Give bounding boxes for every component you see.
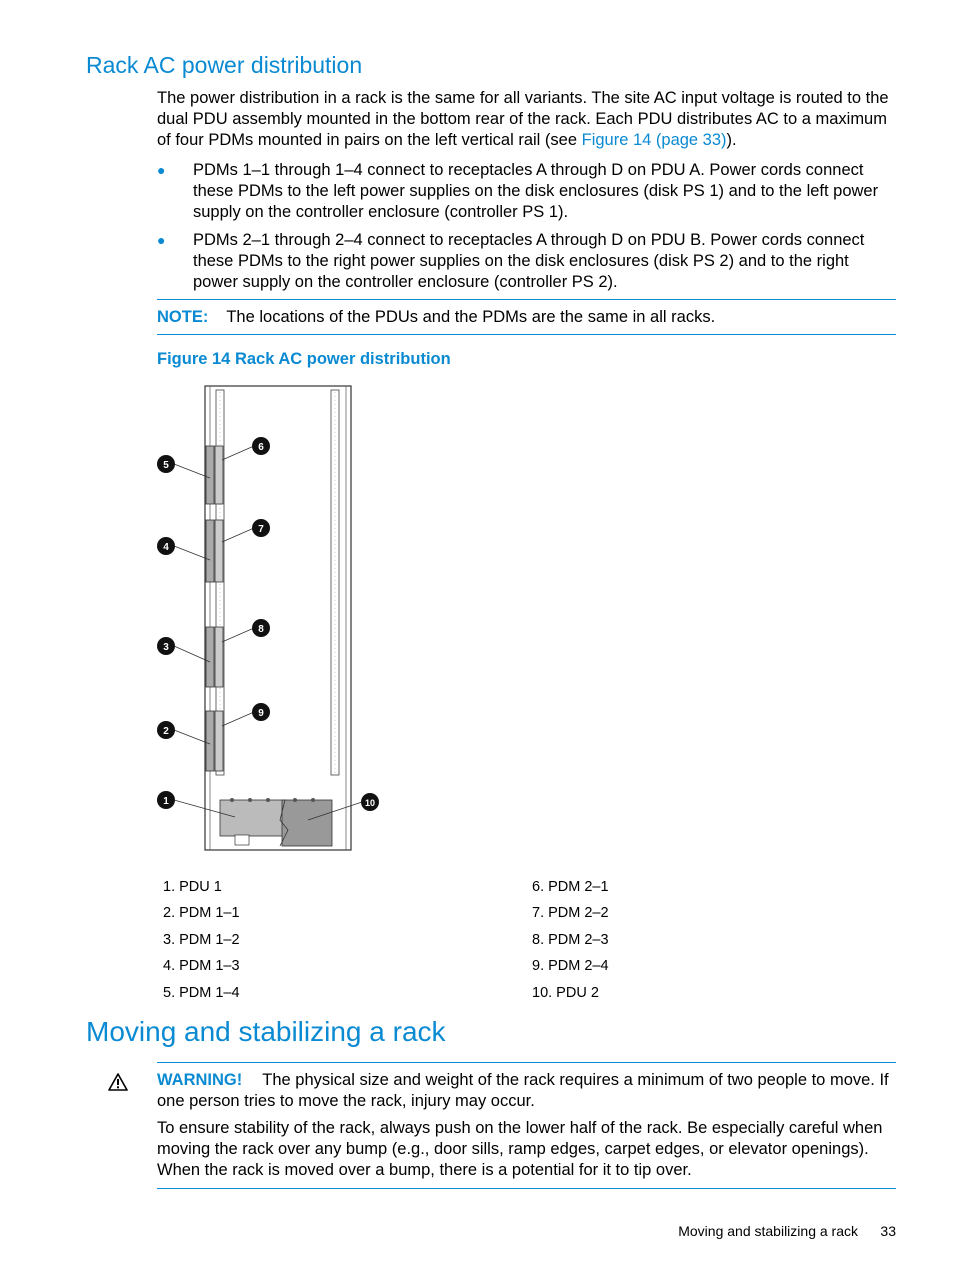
- warning-top-rule: [157, 1062, 896, 1063]
- note-label: NOTE:: [157, 308, 209, 326]
- callout-label-5: 5: [163, 460, 169, 471]
- list-item: [157, 230, 897, 293]
- page-number: 33: [880, 1223, 896, 1239]
- legend-item: 7. PDM 2–2: [532, 905, 609, 921]
- warning-label: WARNING!: [157, 1071, 243, 1089]
- section-title: Rack AC power distribution: [86, 52, 363, 78]
- note-top-rule: [157, 299, 896, 300]
- rack-frame: [205, 386, 351, 850]
- legend-item: 6. PDM 2–1: [532, 879, 609, 895]
- legend-item: 3. PDM 1–2: [163, 932, 240, 948]
- bullet-text: PDMs 2–1 through 2–4 connect to receptacles A through D on PDU B. Power cords connect these PDMs to the right power supplies on the disk enclosures (disk PS 2) and to the right power supply on the controller enclosure (controller PS 2).: [193, 231, 865, 291]
- legend-item: 10. PDU 2: [532, 985, 599, 1001]
- legend-item: 2. PDM 1–1: [163, 905, 240, 921]
- intro-text: The power distribution in a rack is the same for all variants. The site AC input voltage is routed to the dual PDU assembly mounted in the bottom rear of the rack. Each PDU distributes AC to a maximum of four PDMs mounted in pairs on the left vertical rail (see: [157, 89, 889, 149]
- callout-label-7: 7: [258, 524, 264, 535]
- legend-item: 4. PDM 1–3: [163, 958, 240, 974]
- moving-title: Moving and stabilizing a rack: [86, 1016, 446, 1047]
- right-rail: [331, 390, 339, 775]
- note: [157, 307, 715, 328]
- callout-label-8: 8: [258, 624, 264, 635]
- bullet-text: PDMs 1–1 through 1–4 connect to receptacles A through D on PDU A. Power cords connect these PDMs to the left power supplies on the disk enclosures (disk PS 1) and to the left power supply on the controller enclosure (controller PS 1).: [193, 161, 879, 221]
- rack-diagram: [150, 380, 390, 860]
- note-bottom-rule: [157, 334, 896, 335]
- callout-label-9: 9: [258, 708, 264, 719]
- legend-item: 5. PDM 1–4: [163, 985, 240, 1001]
- bullet-icon: ●: [157, 162, 166, 178]
- intro-paragraph: [157, 88, 897, 151]
- callout-label-2: 2: [163, 726, 169, 737]
- stability-paragraph: To ensure stability of the rack, always push on the lower half of the rack. Be especially careful when moving the rack over any bump (e.g., door sills, ramp edges, carpet edges, or elevator openings). When the rack is moved over a bump, there is a potential for it to tip over.: [157, 1119, 883, 1179]
- warning-triangle-icon: [108, 1073, 128, 1091]
- callout-label-4: 4: [163, 542, 169, 553]
- legend-item: 1. PDU 1: [163, 879, 222, 895]
- legend-item: 8. PDM 2–3: [532, 932, 609, 948]
- pdm-bullet-list: [157, 160, 897, 300]
- callout-label-6: 6: [258, 442, 264, 453]
- warning-bottom-rule: [157, 1188, 896, 1189]
- callout-label-10: 10: [364, 798, 376, 808]
- callout-label-3: 3: [163, 642, 169, 653]
- figure-caption: Figure 14 Rack AC power distribution: [157, 350, 451, 368]
- figure-link[interactable]: Figure 14 (page 33): [581, 131, 727, 149]
- intro-text-end: ).: [726, 131, 737, 149]
- footer-section-title: Moving and stabilizing a rack: [678, 1223, 858, 1239]
- callout-label-1: 1: [163, 796, 169, 807]
- warning: [157, 1070, 902, 1112]
- list-item: [157, 160, 897, 223]
- legend-item: 9. PDM 2–4: [532, 958, 609, 974]
- warning-text: The physical size and weight of the rack requires a minimum of two people to move. If one person tries to move the rack, injury may occur.: [157, 1071, 889, 1110]
- bullet-icon: ●: [157, 232, 166, 248]
- note-text: The locations of the PDUs and the PDMs are the same in all racks.: [226, 308, 716, 326]
